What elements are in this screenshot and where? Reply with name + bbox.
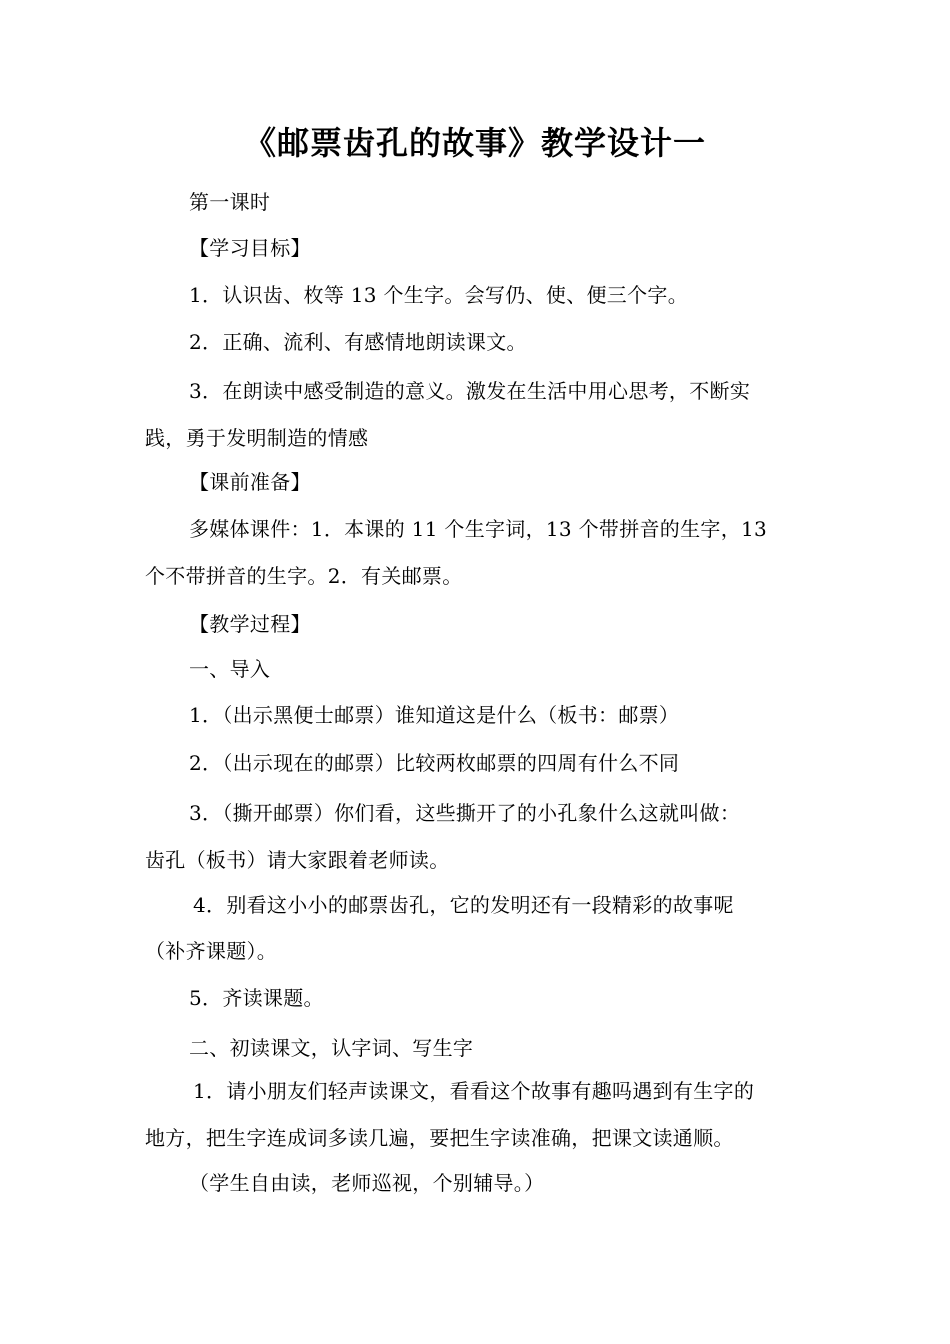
paragraph-line: 践，勇于发明制造的情感 <box>145 426 369 450</box>
paragraph-line: 5．齐读课题。 <box>189 986 324 1010</box>
paragraph-line: 1．（出示黑便士邮票）谁知道这是什么（板书：邮票） <box>189 703 680 727</box>
paragraph-line: 一、导入 <box>189 657 271 681</box>
paragraph-line: 齿孔（板书）请大家跟着老师读。 <box>145 848 450 872</box>
paragraph-line: （学生自由读，老师巡视，个别辅导。） <box>189 1171 545 1195</box>
paragraph-line: 地方，把生字连成词多读几遍，要把生字读准确，把课文读通顺。 <box>145 1126 734 1150</box>
paragraph-line: 第一课时 <box>189 190 271 214</box>
paragraph-line: （补齐课题）。 <box>145 939 278 963</box>
paragraph-line: 2．（出示现在的邮票）比较两枚邮票的四周有什么不同 <box>189 751 680 775</box>
document-title: 《邮票齿孔的故事》教学设计一 <box>243 124 706 162</box>
paragraph-line: 1．认识齿、枚等 13 个生字。会写仍、使、便三个字。 <box>189 283 688 307</box>
section-heading: 【学习目标】 <box>189 236 311 260</box>
paragraph-line: 3．（撕开邮票）你们看，这些撕开了的小孔象什么这就叫做： <box>189 801 741 825</box>
paragraph-line: 二、初读课文，认字词、写生字 <box>189 1036 474 1060</box>
section-heading: 【课前准备】 <box>189 470 311 494</box>
paragraph-line: 1．请小朋友们轻声读课文，看看这个故事有趣吗遇到有生字的 <box>193 1079 755 1103</box>
paragraph-line: 3．在朗读中感受制造的意义。激发在生活中用心思考，不断实 <box>189 379 751 403</box>
paragraph-line: 多媒体课件：1．本课的 11 个生字词，13 个带拼音的生字，13 <box>189 517 768 541</box>
paragraph-line: 个不带拼音的生字。2．有关邮票。 <box>145 564 463 588</box>
section-heading: 【教学过程】 <box>189 612 311 636</box>
paragraph-line: 4．别看这小小的邮票齿孔，它的发明还有一段精彩的故事呢 <box>193 893 734 917</box>
paragraph-line: 2．正确、流利、有感情地朗读课文。 <box>189 330 527 354</box>
